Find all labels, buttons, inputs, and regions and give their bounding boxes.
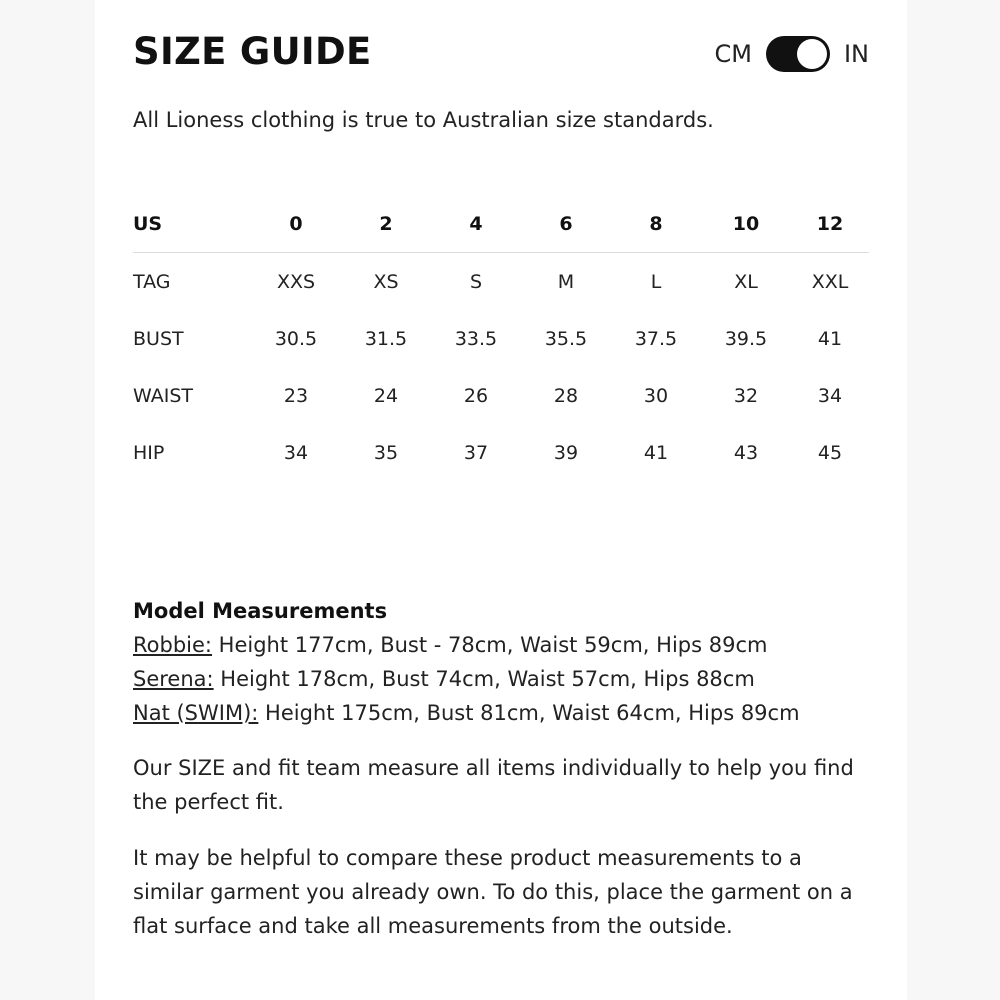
table-cell: 39.5 [724, 327, 768, 350]
table-cell: 30 [643, 384, 669, 407]
size-guide-panel [95, 0, 907, 1000]
table-cell: 37.5 [634, 327, 678, 350]
unit-switch[interactable] [766, 36, 830, 72]
page-title: SIZE GUIDE [133, 30, 372, 73]
size-table [133, 196, 869, 481]
table-cell: 32 [733, 384, 759, 407]
table-cell: M [557, 270, 575, 293]
table-cell: 28 [553, 384, 579, 407]
table-cell: 41 [817, 327, 843, 350]
column-header: 6 [521, 196, 611, 253]
table-cell: 34 [283, 441, 309, 464]
table-cell: 43 [733, 441, 759, 464]
unit-toggle [715, 34, 870, 74]
table-cell: 37 [463, 441, 489, 464]
table-cell: 35 [373, 441, 399, 464]
column-header: 0 [251, 196, 341, 253]
intro-text: All Lioness clothing is true to Australian size standards. [133, 108, 714, 132]
table-cell: L [650, 270, 662, 293]
table-cell: 23 [283, 384, 309, 407]
row-label: TAG [133, 270, 171, 293]
table-cell: 31.5 [364, 327, 408, 350]
unit-in-label[interactable]: IN [843, 40, 869, 68]
column-header: 8 [611, 196, 701, 253]
model-details: Height 175cm, Bust 81cm, Waist 64cm, Hips 89cm [258, 701, 800, 725]
table-row [133, 253, 869, 311]
model-measurements [133, 594, 800, 730]
model-details: Height 178cm, Bust 74cm, Waist 57cm, Hips 88cm [213, 667, 755, 691]
table-cell: 39 [553, 441, 579, 464]
table-row [133, 310, 869, 367]
column-header: 10 [701, 196, 791, 253]
table-row [133, 424, 869, 481]
table-cell: 24 [373, 384, 399, 407]
table-cell: 26 [463, 384, 489, 407]
table-cell: XS [373, 270, 399, 293]
table-cell: 35.5 [544, 327, 588, 350]
row-label: BUST [133, 327, 184, 350]
model-line [133, 662, 800, 696]
model-details: Height 177cm, Bust - 78cm, Waist 59cm, Hips 89cm [212, 633, 768, 657]
table-cell: 45 [817, 441, 843, 464]
row-label: WAIST [133, 384, 194, 407]
unit-switch-knob [797, 39, 827, 69]
table-cell: 41 [643, 441, 669, 464]
column-header: US [133, 196, 251, 253]
model-line [133, 696, 800, 730]
table-row [133, 367, 869, 424]
model-measurements-heading: Model Measurements [133, 599, 388, 623]
row-label: HIP [133, 441, 165, 464]
model-name: Nat (SWIM): [133, 701, 259, 725]
column-header: 4 [431, 196, 521, 253]
table-cell: XXL [811, 270, 849, 293]
table-cell: 34 [817, 384, 843, 407]
column-header: 12 [791, 196, 869, 253]
table-header-row [133, 196, 869, 253]
table-cell: XL [734, 270, 758, 293]
column-header: 2 [341, 196, 431, 253]
table-cell: S [469, 270, 483, 293]
table-cell: 30.5 [274, 327, 318, 350]
table-cell: XXS [276, 270, 316, 293]
table-cell: 33.5 [454, 327, 498, 350]
model-name: Robbie: [133, 633, 212, 657]
fit-team-paragraph: Our SIZE and fit team measure all items individually to help you find the perfect fit. [133, 756, 854, 814]
model-line [133, 628, 800, 662]
compare-garment-paragraph: It may be helpful to compare these product measurements to a similar garment you already own. To do this, place the garment on a flat surface and take all measurements from the outside. [133, 846, 853, 938]
unit-cm-label[interactable]: CM [714, 40, 752, 68]
model-name: Serena: [133, 667, 214, 691]
